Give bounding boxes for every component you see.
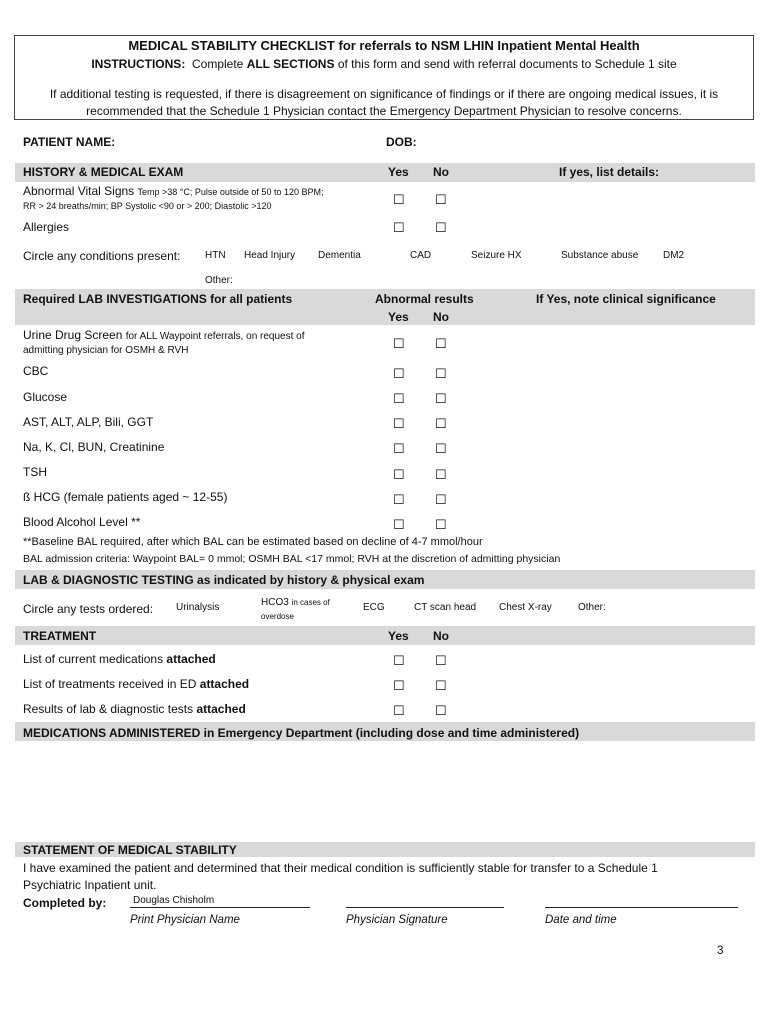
uds-row xyxy=(23,328,305,342)
lab-bal-yes-checkbox[interactable]: ☐ xyxy=(393,517,405,532)
completed-by-label: Completed by: xyxy=(23,896,107,910)
test-hco3[interactable] xyxy=(261,597,330,608)
allergies-yes-checkbox[interactable]: ☐ xyxy=(393,220,405,235)
medications-no-checkbox[interactable]: ☐ xyxy=(435,653,447,668)
treatment-yes-header: Yes xyxy=(388,629,409,643)
condition-substance-abuse[interactable]: Substance abuse xyxy=(561,250,639,261)
lab-electrolytes-yes-checkbox[interactable]: ☐ xyxy=(393,441,405,456)
labs-no-header: No xyxy=(433,310,449,324)
treatment-row-results xyxy=(23,702,246,716)
lab-electrolytes-no-checkbox[interactable]: ☐ xyxy=(435,441,447,456)
history-details-header: If yes, list details: xyxy=(559,165,660,179)
vitals-criteria-2: RR > 24 breaths/min; BP Systolic <90 or > 200; Diastolic >120 xyxy=(23,201,272,211)
test-hco3-note-1: in cases of xyxy=(291,598,330,607)
instructions-post: of this form and send with referral documents to Schedule 1 site xyxy=(337,57,677,71)
history-heading: HISTORY & MEDICAL EXAM xyxy=(23,165,184,179)
test-hco3-label: HCO3 xyxy=(261,597,289,608)
vitals-criteria-1: Temp >38 °C; Pulse outside of 50 to 120 BPM; xyxy=(137,187,324,197)
tests-other-label: Other: xyxy=(578,602,606,613)
diagnostic-heading xyxy=(23,573,424,587)
treatment-row-ed xyxy=(23,677,249,691)
ed-treatments-no-checkbox[interactable]: ☐ xyxy=(435,678,447,693)
lab-glucose-label: Glucose xyxy=(23,390,68,404)
lab-glucose-no-checkbox[interactable]: ☐ xyxy=(435,391,447,406)
diagnostic-heading-rest: as indicated by history & physical exam xyxy=(197,573,425,587)
bal-note-1: **Baseline BAL required, after which BAL can be estimated based on decline of 4-7 mmol/hour xyxy=(23,536,483,548)
treatment-row-medications xyxy=(23,652,216,666)
history-yes-header: Yes xyxy=(388,165,409,179)
note-line-1: If additional testing is requested, if there is disagreement on significance of findings or if there are ongoing medical issues, it is xyxy=(49,87,719,101)
page-number: 3 xyxy=(717,945,724,957)
test-urinalysis[interactable]: Urinalysis xyxy=(176,602,220,613)
treatment-ed-attached: attached xyxy=(199,677,250,691)
statement-line-1: I have examined the patient and determined that their medical condition is sufficiently stable for transfer to a Schedule 1 xyxy=(23,861,658,875)
condition-cad[interactable]: CAD xyxy=(410,250,432,261)
treatment-no-header: No xyxy=(433,629,449,643)
test-hco3-note-2: overdose xyxy=(261,612,294,621)
allergies-no-checkbox[interactable]: ☐ xyxy=(435,220,447,235)
treatment-ed-text: List of treatments received in ED xyxy=(23,677,197,691)
lab-bal-no-checkbox[interactable]: ☐ xyxy=(435,517,447,532)
signature-label: Physician Signature xyxy=(346,914,448,926)
medications-heading: MEDICATIONS ADMINISTERED in Emergency Department (including dose and time administered) xyxy=(23,726,580,740)
treatment-medications-text: List of current medications xyxy=(23,652,164,666)
physician-name-value[interactable]: Douglas Chisholm xyxy=(133,895,215,906)
labs-significance-header: If Yes, note clinical significance xyxy=(536,292,716,306)
bal-note-2: BAL admission criteria: Waypoint BAL= 0 mmol; OSMH BAL <17 mmol; RVH at the discretion of admitting physician xyxy=(23,553,561,565)
treatment-medications-attached: attached xyxy=(166,652,216,666)
form-title: MEDICAL STABILITY CHECKLIST for referrals to NSM LHIN Inpatient Mental Health xyxy=(128,38,640,53)
test-chest-xray[interactable]: Chest X-ray xyxy=(499,602,552,613)
vitals-yes-checkbox[interactable]: ☐ xyxy=(393,192,405,207)
labs-abnormal-header: Abnormal results xyxy=(375,292,474,306)
uds-note-2: admitting physician for OSMH & RVH xyxy=(23,345,189,356)
lab-tsh-yes-checkbox[interactable]: ☐ xyxy=(393,467,405,482)
lab-bal-label: Blood Alcohol Level ** xyxy=(23,515,141,529)
print-name-label: Print Physician Name xyxy=(130,914,240,926)
tests-circle-label: Circle any tests ordered: xyxy=(23,602,154,616)
vitals-no-checkbox[interactable]: ☐ xyxy=(435,192,447,207)
physician-signature-line[interactable] xyxy=(346,907,504,908)
dob-label: DOB: xyxy=(386,135,417,149)
instructions-line xyxy=(14,57,754,71)
instructions-bold: ALL SECTIONS xyxy=(246,57,335,71)
allergies-label: Allergies xyxy=(23,220,70,234)
uds-note-1: for ALL Waypoint referrals, on request of xyxy=(125,331,305,342)
date-time-line[interactable] xyxy=(545,907,738,908)
treatment-results-text: Results of lab & diagnostic tests xyxy=(23,702,194,716)
ed-treatments-yes-checkbox[interactable]: ☐ xyxy=(393,678,405,693)
lab-cbc-yes-checkbox[interactable]: ☐ xyxy=(393,366,405,381)
condition-seizure-hx[interactable]: Seizure HX xyxy=(471,250,522,261)
instructions-label: INSTRUCTIONS: xyxy=(91,57,186,71)
conditions-circle-label: Circle any conditions present: xyxy=(23,249,181,263)
statement-line-2: Psychiatric Inpatient unit. xyxy=(23,878,157,892)
lab-cbc-label: CBC xyxy=(23,364,49,378)
treatment-heading: TREATMENT xyxy=(23,629,97,643)
vitals-row xyxy=(23,184,323,198)
diagnostic-heading-bold: LAB & DIAGNOSTIC TESTING xyxy=(23,573,194,587)
medications-yes-checkbox[interactable]: ☐ xyxy=(393,653,405,668)
uds-label: Urine Drug Screen xyxy=(23,328,123,342)
instructions-pre: Complete xyxy=(191,57,244,71)
lab-liver-label: AST, ALT, ALP, Bili, GGT xyxy=(23,415,154,429)
lab-liver-no-checkbox[interactable]: ☐ xyxy=(435,416,447,431)
uds-yes-checkbox[interactable]: ☐ xyxy=(393,336,405,351)
note-line-2: recommended that the Schedule 1 Physician contact the Emergency Department Physician to resolve concerns. xyxy=(86,104,682,118)
medications-entry-area[interactable] xyxy=(15,742,755,838)
lab-cbc-no-checkbox[interactable]: ☐ xyxy=(435,366,447,381)
condition-head-injury[interactable]: Head Injury xyxy=(244,250,296,261)
history-no-header: No xyxy=(433,165,449,179)
physician-name-line[interactable] xyxy=(130,907,310,908)
condition-dementia[interactable]: Dementia xyxy=(318,250,361,261)
lab-hcg-label: ß HCG (female patients aged ~ 12-55) xyxy=(23,490,228,504)
lab-glucose-yes-checkbox[interactable]: ☐ xyxy=(393,391,405,406)
labs-yes-header: Yes xyxy=(388,310,409,324)
results-yes-checkbox[interactable]: ☐ xyxy=(393,703,405,718)
lab-liver-yes-checkbox[interactable]: ☐ xyxy=(393,416,405,431)
treatment-results-attached: attached xyxy=(196,702,246,716)
conditions-other-label: Other: xyxy=(205,275,233,286)
results-no-checkbox[interactable]: ☐ xyxy=(435,703,447,718)
labs-heading: Required LAB INVESTIGATIONS for all patients xyxy=(23,292,293,306)
lab-hcg-no-checkbox[interactable]: ☐ xyxy=(435,492,447,507)
lab-hcg-yes-checkbox[interactable]: ☐ xyxy=(393,492,405,507)
vitals-label: Abnormal Vital Signs xyxy=(23,184,135,198)
statement-heading: STATEMENT OF MEDICAL STABILITY xyxy=(23,843,237,857)
condition-htn[interactable]: HTN xyxy=(205,250,226,261)
test-ecg[interactable]: ECG xyxy=(363,602,385,613)
date-time-label: Date and time xyxy=(545,914,617,926)
test-ct-scan[interactable]: CT scan head xyxy=(414,602,477,613)
patient-name-label: PATIENT NAME: xyxy=(23,135,116,149)
treatment-header-bar xyxy=(15,626,755,645)
uds-no-checkbox[interactable]: ☐ xyxy=(435,336,447,351)
lab-tsh-no-checkbox[interactable]: ☐ xyxy=(435,467,447,482)
condition-dm2[interactable]: DM2 xyxy=(663,250,685,261)
lab-tsh-label: TSH xyxy=(23,465,47,479)
lab-electrolytes-label: Na, K, Cl, BUN, Creatinine xyxy=(23,440,165,454)
